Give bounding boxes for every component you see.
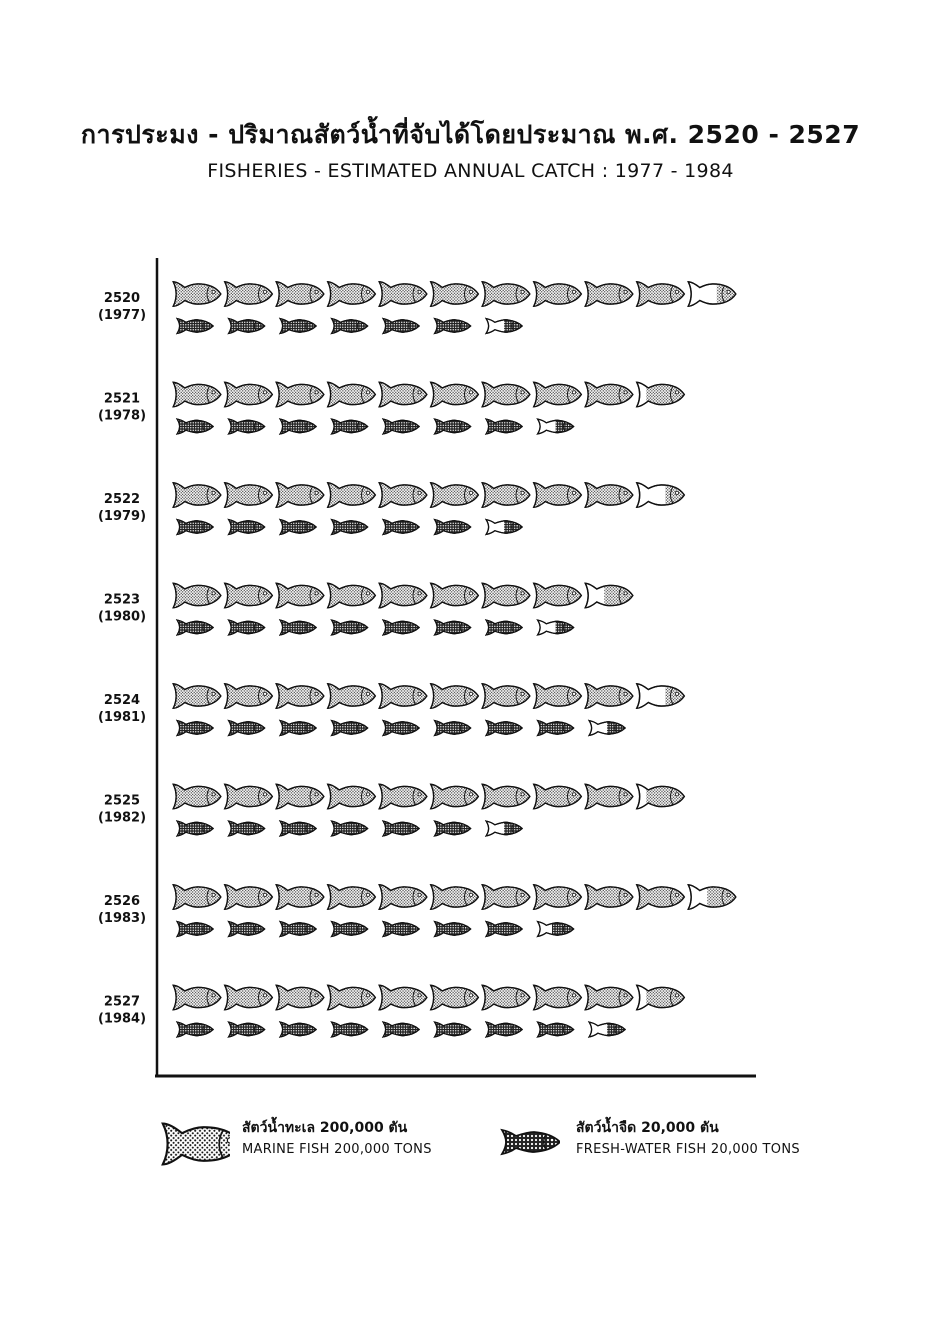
marine-fish-row	[173, 885, 736, 909]
marine-fish-mark	[276, 483, 324, 507]
fresh-water-fish-mark	[280, 620, 316, 635]
marine-fish-mark	[173, 282, 221, 306]
fresh-water-fish-mark	[538, 922, 574, 937]
marine-fish-mark	[637, 483, 685, 507]
fresh-water-fish-mark	[332, 620, 368, 635]
year-label-ce: (1978)	[97, 408, 147, 424]
fresh-water-fish-mark	[177, 1022, 213, 1037]
marine-fish-mark	[328, 282, 376, 306]
fresh-water-fish-mark	[383, 1022, 419, 1037]
fresh-water-fish-mark	[280, 821, 316, 836]
marine-fish-mark	[328, 382, 376, 406]
fresh-water-fish-mark	[332, 821, 368, 836]
fresh-water-fish-row	[177, 620, 573, 635]
marine-fish-mark	[534, 784, 582, 808]
marine-fish-mark	[276, 684, 324, 708]
fresh-water-fish-mark	[280, 922, 316, 937]
marine-fish-mark	[688, 885, 736, 909]
marine-fish-mark	[225, 583, 273, 607]
marine-fish-mark	[534, 483, 582, 507]
year-label-be: 2521	[103, 391, 141, 407]
fresh-water-fish-mark	[229, 821, 265, 836]
marine-fish-mark	[328, 985, 376, 1009]
marine-fish-mark	[379, 382, 427, 406]
marine-fish-mark	[173, 985, 221, 1009]
fresh-water-fish-mark	[332, 922, 368, 937]
marine-fish-mark	[534, 583, 582, 607]
marine-fish-mark	[482, 985, 530, 1009]
marine-fish-mark	[534, 382, 582, 406]
marine-fish-icon	[160, 1118, 230, 1168]
marine-fish-mark	[637, 684, 685, 708]
fresh-water-fish-mark	[435, 1022, 471, 1037]
marine-fish-mark	[225, 382, 273, 406]
fresh-water-fish-mark	[177, 922, 213, 937]
marine-fish-mark	[328, 483, 376, 507]
year-label-be: 2527	[103, 994, 141, 1010]
marine-fish-row	[173, 382, 684, 406]
fresh-water-fish-mark	[280, 319, 316, 334]
year-label-ce: (1979)	[97, 509, 147, 524]
fresh-water-fish-mark	[332, 319, 368, 334]
marine-fish-mark	[225, 483, 273, 507]
fresh-water-fish-mark	[435, 520, 471, 535]
fresh-water-fish-mark	[435, 721, 471, 736]
year-label-be: 2524	[103, 693, 141, 708]
marine-fish-mark	[431, 985, 479, 1009]
year-label-ce: (1983)	[97, 911, 147, 926]
marine-fish-mark	[173, 885, 221, 909]
fresh-water-fish-mark	[383, 721, 419, 736]
fresh-water-fish-mark	[177, 319, 213, 334]
fresh-water-fish-mark	[229, 419, 265, 434]
marine-fish-mark	[173, 583, 221, 607]
year-label-ce: (1980)	[97, 609, 147, 625]
fresh-water-fish-mark	[538, 620, 574, 635]
fresh-water-fish-mark	[383, 319, 419, 334]
fresh-water-fish-mark	[486, 319, 522, 334]
fresh-water-fish-row	[177, 721, 625, 736]
marine-fish-mark	[328, 885, 376, 909]
marine-fish-mark	[431, 684, 479, 708]
year-label-be: 2520	[103, 291, 141, 306]
marine-fish-mark	[637, 282, 685, 306]
marine-fish-mark	[431, 382, 479, 406]
legend-marine-thai: สัตว์น้ำทะเล 200,000 ตัน	[242, 1120, 408, 1136]
fresh-water-fish-icon	[500, 1118, 560, 1168]
marine-fish-mark	[173, 382, 221, 406]
marine-fish-mark	[379, 282, 427, 306]
marine-fish-mark	[276, 583, 324, 607]
marine-fish-mark	[431, 885, 479, 909]
fresh-water-fish-mark	[589, 1022, 625, 1037]
fresh-water-fish-mark	[589, 721, 625, 736]
marine-fish-mark	[379, 885, 427, 909]
fresh-water-fish-mark	[435, 620, 471, 635]
fresh-water-fish-mark	[332, 520, 368, 535]
marine-fish-mark	[379, 784, 427, 808]
fresh-water-fish-row	[177, 922, 573, 937]
fresh-water-fish-mark	[486, 419, 522, 434]
year-label-be: 2526	[103, 894, 141, 909]
marine-fish-mark	[534, 282, 582, 306]
fresh-water-fish-row	[177, 419, 573, 434]
year-label-ce: (1984)	[97, 1011, 147, 1027]
fresh-water-fish-mark	[280, 520, 316, 535]
marine-fish-mark	[585, 282, 633, 306]
marine-fish-mark	[379, 684, 427, 708]
fresh-water-fish-mark	[280, 419, 316, 434]
fresh-water-fish-row	[177, 520, 522, 535]
fresh-water-fish-mark	[280, 721, 316, 736]
legend-marine	[160, 1112, 480, 1172]
marine-fish-mark	[585, 684, 633, 708]
marine-fish-row	[173, 483, 684, 507]
marine-fish-mark	[637, 382, 685, 406]
fresh-water-fish-row	[177, 319, 522, 334]
year-label-be: 2525	[103, 793, 141, 809]
marine-fish-mark	[585, 483, 633, 507]
marine-fish-row	[173, 282, 736, 306]
marine-fish-mark	[482, 684, 530, 708]
marine-fish-mark	[276, 784, 324, 808]
marine-fish-row	[173, 784, 684, 808]
marine-fish-mark	[482, 784, 530, 808]
fresh-water-fish-mark	[229, 520, 265, 535]
fresh-water-fish-mark	[435, 419, 471, 434]
fresh-water-fish-mark	[486, 721, 522, 736]
fresh-water-fish-mark	[332, 419, 368, 434]
marine-fish-mark	[328, 583, 376, 607]
marine-fish-mark	[173, 784, 221, 808]
fresh-water-fish-mark	[435, 821, 471, 836]
marine-fish-mark	[482, 382, 530, 406]
fresh-water-fish-mark	[486, 620, 522, 635]
marine-fish-mark	[534, 684, 582, 708]
fresh-water-fish-mark	[177, 721, 213, 736]
fresh-water-fish-mark	[229, 922, 265, 937]
marine-fish-mark	[379, 583, 427, 607]
fresh-water-fish-mark	[435, 319, 471, 334]
marine-fish-mark	[173, 684, 221, 708]
marine-fish-mark	[637, 985, 685, 1009]
marine-fish-mark	[585, 382, 633, 406]
fresh-water-fish-mark	[332, 1022, 368, 1037]
fresh-water-fish-row	[177, 1022, 625, 1037]
fresh-water-fish-mark	[538, 721, 574, 736]
marine-fish-mark	[379, 483, 427, 507]
marine-fish-mark	[585, 885, 633, 909]
fresh-water-fish-mark	[486, 922, 522, 937]
marine-fish-mark	[431, 282, 479, 306]
fresh-water-fish-mark	[486, 821, 522, 836]
marine-fish-mark	[534, 985, 582, 1009]
fresh-water-fish-mark	[177, 620, 213, 635]
legend-fresh-english: FRESH-WATER FISH 20,000 TONS	[576, 1142, 800, 1157]
marine-fish-mark	[225, 885, 273, 909]
marine-fish-row	[173, 583, 633, 607]
fresh-water-fish-mark	[383, 922, 419, 937]
marine-fish-mark	[276, 382, 324, 406]
fresh-water-fish-mark	[229, 620, 265, 635]
marine-fish-mark	[585, 985, 633, 1009]
marine-fish-mark	[225, 784, 273, 808]
marine-fish-mark	[482, 885, 530, 909]
marine-fish-mark	[379, 985, 427, 1009]
marine-fish-mark	[328, 784, 376, 808]
fresh-water-fish-mark	[383, 620, 419, 635]
legend-fresh	[500, 1112, 840, 1172]
marine-fish-mark	[431, 784, 479, 808]
fresh-water-fish-mark	[229, 721, 265, 736]
fresh-water-fish-mark	[177, 419, 213, 434]
marine-fish-mark	[431, 483, 479, 507]
fresh-water-fish-row	[177, 821, 522, 836]
fresh-water-fish-mark	[177, 520, 213, 535]
chart-title-english: FISHERIES - ESTIMATED ANNUAL CATCH : 1977 - 1984	[207, 160, 734, 182]
fresh-water-fish-mark	[383, 520, 419, 535]
fresh-water-fish-mark	[383, 419, 419, 434]
marine-fish-mark	[225, 282, 273, 306]
chart-title-thai: การประมง - ปริมาณสัตว์น้ำที่จับได้โดยประมาณ พ.ศ. 2520 - 2527	[80, 120, 861, 149]
marine-fish-mark	[173, 483, 221, 507]
marine-fish-mark	[637, 885, 685, 909]
marine-fish-mark	[688, 282, 736, 306]
fresh-water-fish-mark	[383, 821, 419, 836]
fresh-water-fish-mark	[538, 1022, 574, 1037]
marine-fish-mark	[225, 985, 273, 1009]
year-label-ce: (1977)	[97, 308, 147, 323]
fresh-water-fish-mark	[177, 821, 213, 836]
marine-fish-mark	[482, 583, 530, 607]
marine-fish-mark	[276, 885, 324, 909]
fresh-water-fish-mark	[332, 721, 368, 736]
marine-fish-mark	[482, 282, 530, 306]
fresh-water-fish-mark	[538, 419, 574, 434]
marine-fish-mark	[482, 483, 530, 507]
legend-marine-english: MARINE FISH 200,000 TONS	[242, 1142, 432, 1157]
marine-fish-mark	[585, 583, 633, 607]
fresh-water-fish-mark	[486, 520, 522, 535]
fresh-water-fish-mark	[229, 319, 265, 334]
marine-fish-mark	[431, 583, 479, 607]
year-label-be: 2522	[103, 492, 141, 507]
fresh-water-fish-mark	[486, 1022, 522, 1037]
year-label-be: 2523	[103, 592, 141, 608]
year-label-ce: (1982)	[97, 810, 147, 826]
marine-fish-mark	[534, 885, 582, 909]
marine-fish-mark	[637, 784, 685, 808]
fresh-water-fish-mark	[229, 1022, 265, 1037]
legend-fresh-thai: สัตว์น้ำจืด 20,000 ตัน	[576, 1120, 719, 1136]
marine-fish-mark	[585, 784, 633, 808]
marine-fish-mark	[328, 684, 376, 708]
fresh-water-fish-mark	[435, 922, 471, 937]
marine-fish-row	[173, 985, 684, 1009]
year-label-ce: (1981)	[97, 710, 147, 725]
marine-fish-mark	[276, 985, 324, 1009]
marine-fish-mark	[225, 684, 273, 708]
marine-fish-row	[173, 684, 684, 708]
marine-fish-mark	[276, 282, 324, 306]
fresh-water-fish-mark	[280, 1022, 316, 1037]
